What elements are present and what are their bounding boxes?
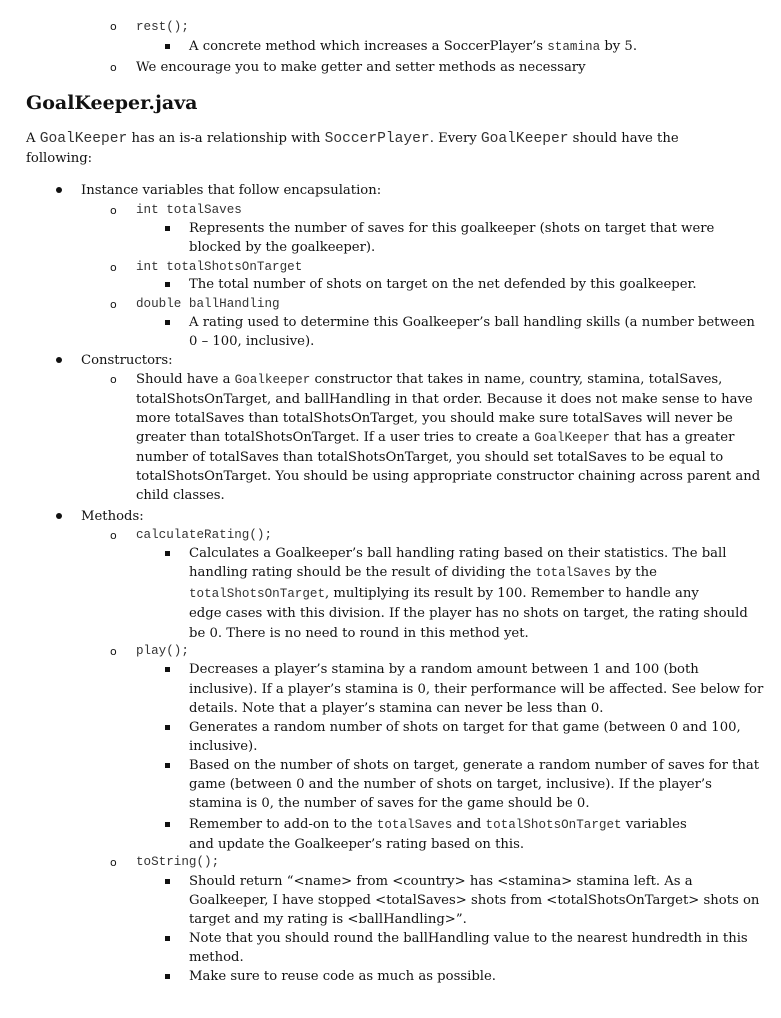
disc-bullet-icon (56, 513, 62, 519)
play-desc: stamina is 0, the number of saves for the game should be 0. (189, 796, 590, 811)
calc-desc: edge cases with this division. If the player has no shots on target, the rating should (189, 606, 748, 621)
play-desc: inclusive). If a player’s stamina is 0, their performance will be affected. See below for (189, 682, 764, 697)
rest-method: rest(); (136, 20, 189, 34)
tostring-desc: Should return “<name> from <country> has <stamina> stamina left. As a (189, 874, 693, 889)
intro-line-2: following: (26, 151, 93, 166)
circle-bullet-icon: o (110, 20, 117, 33)
play-desc: Based on the number of shots on target, generate a random number of saves for that (189, 758, 760, 773)
play-desc: inclusive). (189, 739, 258, 754)
square-bullet-icon (165, 44, 170, 49)
circle-bullet-icon: o (110, 204, 117, 217)
circle-bullet-icon: o (110, 298, 117, 311)
circle-bullet-icon: o (110, 856, 117, 869)
instance-variables-label: Instance variables that follow encapsulation: (81, 183, 382, 198)
calc-desc: be 0. There is no need to round in this method yet. (189, 626, 529, 641)
constructor-desc: number of totalSaves than totalShotsOnTarget, you should set totalSaves to be equal to (136, 450, 724, 465)
constructor-desc: Should have a Goalkeeper constructor that takes in name, country, stamina, totalSaves, (136, 372, 723, 387)
constructor-desc: totalShotsOnTarget, and ballHandling in that order. Because it does not make sense to have (136, 392, 753, 407)
tostring-desc: method. (189, 950, 244, 965)
calculate-rating-method: calculateRating(); (136, 528, 273, 542)
constructor-desc: child classes. (136, 488, 225, 503)
circle-bullet-icon: o (110, 261, 117, 274)
constructor-desc: totalShotsOnTarget. You should be using appropriate constructor chaining across parent and (136, 469, 761, 484)
intro-line-1: A GoalKeeper has an is-a relationship with SoccerPlayer. Every GoalKeeper should have the (26, 131, 679, 147)
square-bullet-icon (165, 667, 170, 672)
circle-bullet-icon: o (110, 645, 117, 658)
tostring-desc: target and my rating is <ballHandling>”. (189, 912, 467, 927)
constructor-desc: greater than totalShotsOnTarget. If a user tries to create a GoalKeeper that has a greater (136, 430, 735, 445)
play-desc: Remember to add-on to the totalSaves and totalShotsOnTarget variables (189, 817, 687, 832)
constructors-label: Constructors: (81, 353, 173, 368)
circle-bullet-icon: o (110, 373, 117, 386)
play-desc: Decreases a player’s stamina by a random amount between 1 and 100 (both (189, 662, 699, 677)
section-heading: GoalKeeper.java (26, 92, 198, 114)
square-bullet-icon (165, 551, 170, 556)
var-total-shots-desc: The total number of shots on target on the net defended by this goalkeeper. (189, 277, 697, 292)
var-total-shots: int totalShotsOnTarget (136, 260, 303, 274)
square-bullet-icon (165, 226, 170, 231)
var-ball-handling: double ballHandling (136, 297, 280, 311)
square-bullet-icon (165, 763, 170, 768)
circle-bullet-icon: o (110, 529, 117, 542)
tostring-method: toString(); (136, 855, 220, 869)
play-method: play(); (136, 644, 189, 658)
var-ball-handling-desc: 0 – 100, inclusive). (189, 334, 315, 349)
calc-desc: handling rating should be the result of dividing the totalSaves by the (189, 565, 657, 580)
var-total-saves: int totalSaves (136, 203, 242, 217)
square-bullet-icon (165, 822, 170, 827)
square-bullet-icon (165, 282, 170, 287)
tostring-desc: Note that you should round the ballHandling value to the nearest hundredth in this (189, 931, 748, 946)
tostring-desc: Make sure to reuse code as much as possible. (189, 969, 496, 984)
var-ball-handling-desc: A rating used to determine this Goalkeeper’s ball handling skills (a number between (189, 315, 755, 330)
rest-description: A concrete method which increases a SoccerPlayer’s stamina by 5. (189, 39, 638, 54)
play-desc: and update the Goalkeeper’s rating based on this. (189, 837, 525, 852)
var-total-saves-desc: blocked by the goalkeeper). (189, 240, 376, 255)
square-bullet-icon (165, 879, 170, 884)
circle-bullet-icon: o (110, 61, 117, 74)
square-bullet-icon (165, 974, 170, 979)
play-desc: Generates a random number of shots on target for that game (between 0 and 100, (189, 720, 741, 735)
methods-label: Methods: (81, 509, 144, 524)
disc-bullet-icon (56, 357, 62, 363)
play-desc: game (between 0 and the number of shots on target, inclusive). If the player’s (189, 777, 712, 792)
calc-desc: totalShotsOnTarget, multiplying its result by 100. Remember to handle any (189, 586, 699, 601)
getter-setter-note: We encourage you to make getter and setter methods as necessary (136, 60, 586, 75)
square-bullet-icon (165, 936, 170, 941)
square-bullet-icon (165, 320, 170, 325)
tostring-desc: Goalkeeper, I have stopped <totalSaves> shots from <totalShotsOnTarget> shots on (189, 893, 760, 908)
play-desc: details. Note that a player’s stamina can never be less than 0. (189, 701, 604, 716)
square-bullet-icon (165, 725, 170, 730)
disc-bullet-icon (56, 187, 62, 193)
constructor-desc: more totalSaves than totalShotsOnTarget, you should make sure totalSaves will never be (136, 411, 733, 426)
var-total-saves-desc: Represents the number of saves for this goalkeeper (shots on target that were (189, 221, 715, 236)
calc-desc: Calculates a Goalkeeper’s ball handling rating based on their statistics. The ball (189, 546, 727, 561)
